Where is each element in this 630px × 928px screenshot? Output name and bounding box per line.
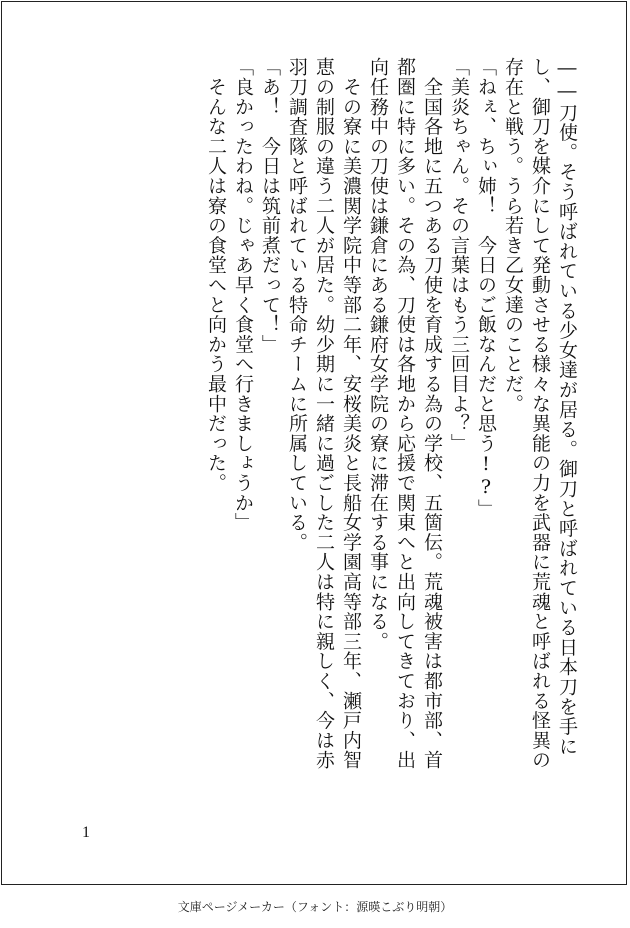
text-line: ――刀使。そう呼ばれている少女達が居る。御刀と呼ばれている日本刀を手に [556,57,578,756]
text-line: し、御刀を媒介にして発動させる様々な異能の力を武器に荒魂と呼ばれる怪異の [529,57,551,770]
text-line: 「良かったわね。じゃあ早く食堂へ行きましょうか」 [232,57,254,533]
text-line: 存在と戦う。うら若き乙女達のことだ。 [502,57,524,414]
text-line: 「あ！ 今日は筑前煮だって！」 [259,57,281,354]
text-line: 「ねぇ、ちぃ姉！ 今日のご飯なんだと思う!?」 [475,57,497,519]
vertical-text-body [202,57,580,817]
page-number: 1 [82,824,90,841]
text-line: 羽刀調査隊と呼ばれている特命チームに所属している。 [286,57,308,552]
text-line: 向任務中の刀使は鎌倉にある鎌府女学院の寮に滞在する事になる。 [367,57,389,651]
text-line: 「美炎ちゃん。その言葉はもう三回目よ？」 [448,57,470,453]
text-line: その寮に美濃関学院中等部二年、安桜美炎と長船女学園高等部三年、瀬戸内智 [340,57,362,770]
text-line: 恵の制服の違う二人が居た。幼少期に一緒に過ごした二人は特に親しく、今は赤 [313,57,335,770]
page-frame [1,1,627,885]
text-line: 全国各地に五つある刀使を育成する為の学校、五箇伝。荒魂被害は都市部、首 [421,57,443,770]
text-line: そんな二人は寮の食堂へと向かう最中だった。 [205,57,227,493]
footer-credit: 文庫ページメーカー（フォント：源暎こぶり明朝） [177,900,453,914]
text-line: 都圏に特に多い。その為、刀使は各地から応援で関東へと出向してきており、出 [394,57,416,770]
